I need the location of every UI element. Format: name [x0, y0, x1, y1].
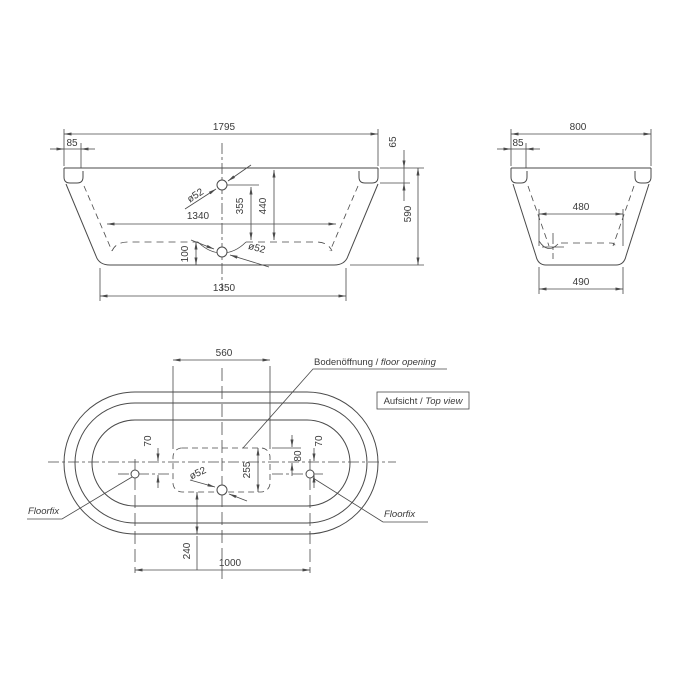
dim-floorfix-spacing: 1000 [218, 558, 242, 569]
dim-rim-height: 65 [388, 136, 399, 148]
dim-base-width: 490 [572, 277, 590, 288]
ext-480 [539, 209, 623, 246]
dim-rim-width: 85 [66, 138, 78, 149]
dim-end-rim-width: 85 [512, 138, 524, 149]
overflow-leader-2 [228, 165, 251, 181]
drain-hole [217, 247, 227, 257]
side-left-rim-tab [64, 168, 83, 183]
view-title-en: Top view [425, 396, 463, 407]
view-title [384, 396, 464, 407]
end-inner-wall-right [613, 186, 634, 246]
end-inner-wall-left [528, 186, 549, 246]
dim-opening-length: 560 [215, 348, 233, 359]
floorfix-right-hole [306, 470, 314, 478]
ext-560 [173, 366, 270, 449]
dim-base-length: 1350 [212, 283, 236, 294]
top-rim-inner-edge [75, 403, 367, 523]
floor-opening-label [314, 357, 437, 368]
dim-top-drain-diameter: ø52 [187, 465, 209, 483]
floor-opening-label-en: floor opening [380, 357, 436, 368]
dim-overall-length: 1795 [212, 122, 236, 133]
top-drain-leader-2 [229, 494, 247, 501]
dim-opening-offset: 80 [293, 450, 304, 462]
floor-opening-label-de: Bodenöffnung / [314, 357, 381, 368]
view-title-de: Aufsicht / [383, 396, 426, 407]
top-outer-rim [64, 392, 378, 534]
drain-leader [191, 240, 214, 249]
floorfix-left-hole [131, 470, 139, 478]
dim-floorfix-offset-right: 70 [314, 435, 325, 447]
ext-800 [511, 129, 651, 166]
dim-overall-height: 590 [403, 205, 414, 223]
top-view [27, 348, 469, 584]
dim-inner-width: 480 [572, 202, 590, 213]
floor-opening-leader [243, 369, 447, 448]
dim-floorfix-offset-left: 70 [143, 435, 154, 447]
side-inner-wall-left [84, 186, 112, 251]
dim-drain-diameter: ø52 [246, 241, 267, 257]
floorfix-left-label: Floorfix [28, 506, 60, 517]
side-view [50, 122, 424, 301]
end-view [497, 122, 651, 294]
dim-opening-width: 255 [242, 461, 253, 479]
dim-rim-to-floor: 440 [258, 197, 269, 215]
dim-drain-to-edge: 240 [182, 542, 193, 560]
overflow-hole [217, 180, 227, 190]
dim-inner-length: 1340 [186, 211, 210, 222]
ext-65 [380, 168, 424, 183]
ext-1795 [64, 129, 378, 166]
end-floor [561, 243, 615, 249]
end-outer-wall [513, 184, 649, 265]
top-drain-hole [217, 485, 227, 495]
end-left-rim-tab [511, 168, 527, 183]
end-right-rim-tab [635, 168, 651, 183]
dim-overflow-to-floor: 355 [235, 197, 246, 215]
dim-overflow-diameter: ø52 [185, 186, 206, 206]
dim-overall-width: 800 [569, 122, 587, 133]
floorfix-right-label: Floorfix [384, 509, 416, 520]
side-right-rim-tab [359, 168, 378, 183]
dim-drain-height: 100 [180, 245, 191, 263]
